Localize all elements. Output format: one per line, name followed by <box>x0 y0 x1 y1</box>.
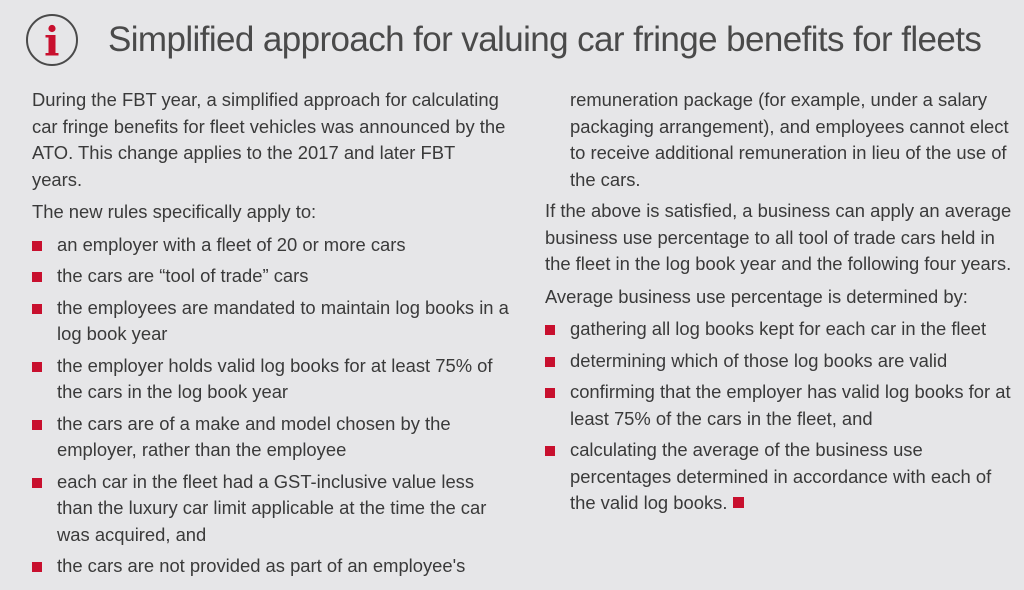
bullet-square-icon <box>32 272 42 282</box>
bullet-square-icon <box>32 362 42 372</box>
list-item-text: an employer with a fleet of 20 or more cars <box>57 233 406 255</box>
list-item <box>32 295 510 348</box>
info-glyph <box>28 16 76 64</box>
list-item <box>32 232 510 259</box>
list-item-text: the cars are “tool of trade” cars <box>57 265 309 286</box>
bullet-square-icon <box>545 325 555 335</box>
bullet-square-icon <box>545 446 555 456</box>
list-item-text: calculating the average of the business use percentages determined in accordance with each of the valid log books. <box>570 439 992 513</box>
list-item-text: the cars are not provided as part of an employee's <box>57 555 466 576</box>
bullet-square-icon <box>32 562 42 572</box>
list-item <box>32 353 510 406</box>
list-item <box>545 348 1015 375</box>
bullet-square-icon <box>32 304 42 314</box>
left-column <box>32 87 510 585</box>
average-heading: Average business use percentage is determined by: <box>545 285 968 307</box>
rules-list <box>32 232 510 580</box>
page-title: Simplified approach for valuing car fringe benefits for fleets <box>108 20 982 59</box>
list-item-text: confirming that the employer has valid log books for at least 75% of the cars in the fleet, and <box>570 381 1011 429</box>
rule-continuation: remuneration package (for example, under a salary packaging arrangement), and employees cannot elect to receive additional remuneration in lieu of the use of the cars. <box>570 89 1009 190</box>
right-column <box>545 87 1015 522</box>
list-item <box>32 469 510 549</box>
intro-paragraph: During the FBT year, a simplified approach for calculating car fringe benefits for fleet vehicles was announced by the ATO. This change applies to the 2017 and later FBT years. <box>32 89 506 190</box>
rules-heading: The new rules specifically apply to: <box>32 201 317 222</box>
list-item <box>545 379 1015 432</box>
list-item <box>32 553 510 580</box>
info-icon <box>26 14 78 66</box>
bullet-square-icon <box>545 357 555 367</box>
bullet-square-icon <box>545 388 555 398</box>
list-item-text: gathering all log books kept for each car in the fleet <box>570 318 987 339</box>
list-item <box>32 263 510 290</box>
list-item-text: determining which of those log books are valid <box>570 349 948 371</box>
satisfied-paragraph: If the above is satisfied, a business can apply an average business use percentage to all tool of trade cars held in the fleet in the log book year and the following four years. <box>545 200 1012 274</box>
list-item-text: the employer holds valid log books for at least 75% of the cars in the log book year <box>57 354 493 402</box>
list-item-text: each car in the fleet had a GST-inclusive value less than the luxury car limit applicable at the time the car was acquired, and <box>57 470 487 545</box>
list-item <box>545 437 1015 517</box>
bullet-square-icon <box>32 241 42 251</box>
list-item-text: the cars are of a make and model chosen by the employer, rather than the employee <box>57 412 451 460</box>
list-item <box>32 411 510 464</box>
steps-list <box>545 316 1015 517</box>
end-square-icon <box>733 497 744 508</box>
bullet-square-icon <box>32 420 42 430</box>
list-item <box>545 316 1015 343</box>
bullet-square-icon <box>32 478 42 488</box>
list-item-text: the employees are mandated to maintain log books in a log book year <box>57 296 509 344</box>
